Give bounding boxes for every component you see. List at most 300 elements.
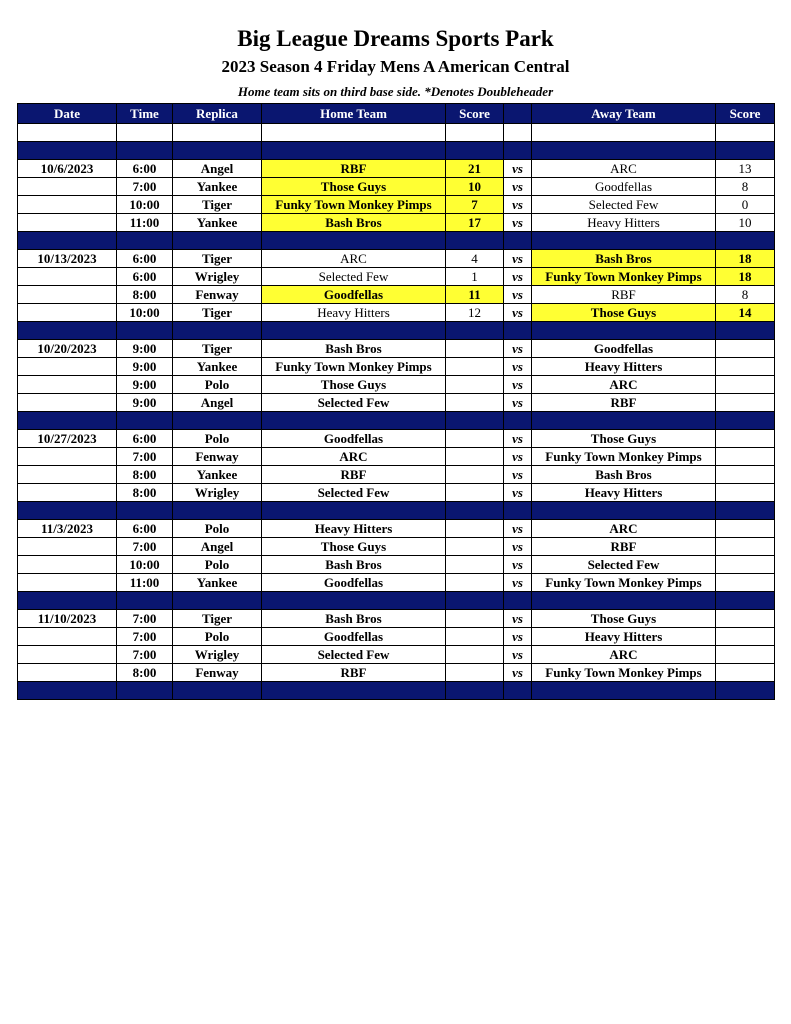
away-score xyxy=(716,466,775,484)
game-replica-field: Yankee xyxy=(173,574,262,592)
separator-cell xyxy=(18,142,117,160)
away-score: 13 xyxy=(716,160,775,178)
blank-cell xyxy=(262,124,446,142)
game-replica-field: Polo xyxy=(173,628,262,646)
game-time: 11:00 xyxy=(117,214,173,232)
game-time: 10:00 xyxy=(117,304,173,322)
game-replica-field: Yankee xyxy=(173,466,262,484)
home-score xyxy=(446,520,504,538)
vs-label: vs xyxy=(504,160,532,178)
col-header-vs xyxy=(504,104,532,124)
week-separator-row xyxy=(18,142,775,160)
away-team: RBF xyxy=(532,286,716,304)
game-date xyxy=(18,484,117,502)
home-team: Bash Bros xyxy=(262,610,446,628)
game-date xyxy=(18,394,117,412)
game-replica-field: Polo xyxy=(173,376,262,394)
week-separator-row xyxy=(18,232,775,250)
home-team: Funky Town Monkey Pimps xyxy=(262,358,446,376)
game-date xyxy=(18,358,117,376)
home-score xyxy=(446,376,504,394)
separator-cell xyxy=(173,412,262,430)
away-team: ARC xyxy=(532,376,716,394)
game-replica-field: Wrigley xyxy=(173,484,262,502)
away-score xyxy=(716,646,775,664)
schedule-table xyxy=(17,103,775,700)
separator-cell xyxy=(173,322,262,340)
away-team: Funky Town Monkey Pimps xyxy=(532,268,716,286)
game-time: 6:00 xyxy=(117,160,173,178)
separator-cell xyxy=(173,232,262,250)
separator-cell xyxy=(446,502,504,520)
separator-cell xyxy=(446,322,504,340)
home-score: 17 xyxy=(446,214,504,232)
away-team: Heavy Hitters xyxy=(532,358,716,376)
game-date xyxy=(18,286,117,304)
game-replica-field: Fenway xyxy=(173,664,262,682)
home-score xyxy=(446,430,504,448)
away-team: Funky Town Monkey Pimps xyxy=(532,574,716,592)
game-replica-field: Angel xyxy=(173,394,262,412)
home-team: RBF xyxy=(262,160,446,178)
game-time: 10:00 xyxy=(117,196,173,214)
separator-cell xyxy=(532,412,716,430)
home-team: Bash Bros xyxy=(262,214,446,232)
away-score xyxy=(716,664,775,682)
week-separator-row xyxy=(18,322,775,340)
week-separator-row xyxy=(18,682,775,700)
vs-label: vs xyxy=(504,574,532,592)
game-replica-field: Tiger xyxy=(173,196,262,214)
col-header-home-score: Score xyxy=(446,104,504,124)
game-replica-field: Polo xyxy=(173,556,262,574)
game-time: 9:00 xyxy=(117,340,173,358)
game-date xyxy=(18,664,117,682)
home-team: Goodfellas xyxy=(262,286,446,304)
home-score xyxy=(446,664,504,682)
home-team: RBF xyxy=(262,466,446,484)
separator-cell xyxy=(532,232,716,250)
game-replica-field: Tiger xyxy=(173,340,262,358)
home-team: Selected Few xyxy=(262,646,446,664)
game-time: 6:00 xyxy=(117,250,173,268)
game-row xyxy=(18,556,775,574)
week-separator-row xyxy=(18,502,775,520)
vs-label: vs xyxy=(504,196,532,214)
col-header-home-team: Home Team xyxy=(262,104,446,124)
game-row xyxy=(18,466,775,484)
away-team: Heavy Hitters xyxy=(532,628,716,646)
game-date xyxy=(18,538,117,556)
game-date xyxy=(18,304,117,322)
game-time: 9:00 xyxy=(117,358,173,376)
home-score: 7 xyxy=(446,196,504,214)
home-score xyxy=(446,538,504,556)
col-header-away-score: Score xyxy=(716,104,775,124)
game-date xyxy=(18,376,117,394)
away-score xyxy=(716,484,775,502)
separator-cell xyxy=(504,232,532,250)
game-row xyxy=(18,340,775,358)
separator-cell xyxy=(18,412,117,430)
separator-cell xyxy=(504,682,532,700)
vs-label: vs xyxy=(504,358,532,376)
separator-cell xyxy=(262,682,446,700)
separator-cell xyxy=(262,592,446,610)
separator-cell xyxy=(504,412,532,430)
game-date xyxy=(18,196,117,214)
game-date xyxy=(18,448,117,466)
away-score xyxy=(716,574,775,592)
vs-label: vs xyxy=(504,628,532,646)
game-replica-field: Fenway xyxy=(173,448,262,466)
vs-label: vs xyxy=(504,376,532,394)
game-replica-field: Fenway xyxy=(173,286,262,304)
vs-label: vs xyxy=(504,466,532,484)
away-score xyxy=(716,394,775,412)
game-time: 8:00 xyxy=(117,484,173,502)
game-row xyxy=(18,664,775,682)
away-team: RBF xyxy=(532,394,716,412)
game-row xyxy=(18,574,775,592)
game-time: 7:00 xyxy=(117,646,173,664)
header-row xyxy=(18,104,775,124)
game-date xyxy=(18,268,117,286)
game-replica-field: Yankee xyxy=(173,358,262,376)
home-team: Goodfellas xyxy=(262,628,446,646)
game-date: 10/27/2023 xyxy=(18,430,117,448)
game-replica-field: Tiger xyxy=(173,610,262,628)
home-team: Selected Few xyxy=(262,484,446,502)
separator-cell xyxy=(532,322,716,340)
col-header-away-team: Away Team xyxy=(532,104,716,124)
page-title: Big League Dreams Sports Park xyxy=(237,26,554,51)
game-date: 10/20/2023 xyxy=(18,340,117,358)
separator-cell xyxy=(532,592,716,610)
game-date: 10/6/2023 xyxy=(18,160,117,178)
vs-label: vs xyxy=(504,610,532,628)
away-team: Selected Few xyxy=(532,556,716,574)
game-time: 8:00 xyxy=(117,466,173,484)
game-row xyxy=(18,358,775,376)
away-score xyxy=(716,430,775,448)
away-score: 14 xyxy=(716,304,775,322)
game-replica-field: Yankee xyxy=(173,178,262,196)
home-team: ARC xyxy=(262,250,446,268)
separator-cell xyxy=(504,502,532,520)
game-row xyxy=(18,214,775,232)
game-time: 10:00 xyxy=(117,556,173,574)
game-row xyxy=(18,394,775,412)
home-score xyxy=(446,448,504,466)
game-replica-field: Angel xyxy=(173,160,262,178)
away-team: ARC xyxy=(532,646,716,664)
away-score: 8 xyxy=(716,178,775,196)
game-date: 11/3/2023 xyxy=(18,520,117,538)
blank-row xyxy=(18,124,775,142)
separator-cell xyxy=(716,682,775,700)
away-score xyxy=(716,628,775,646)
home-team: ARC xyxy=(262,448,446,466)
separator-cell xyxy=(117,412,173,430)
game-replica-field: Tiger xyxy=(173,304,262,322)
separator-cell xyxy=(117,592,173,610)
game-date xyxy=(18,574,117,592)
game-replica-field: Tiger xyxy=(173,250,262,268)
away-score: 8 xyxy=(716,286,775,304)
separator-cell xyxy=(504,142,532,160)
separator-cell xyxy=(117,322,173,340)
vs-label: vs xyxy=(504,268,532,286)
game-date: 11/10/2023 xyxy=(18,610,117,628)
week-separator-row xyxy=(18,412,775,430)
game-row xyxy=(18,268,775,286)
separator-cell xyxy=(446,142,504,160)
separator-cell xyxy=(262,502,446,520)
game-date xyxy=(18,628,117,646)
separator-cell xyxy=(18,682,117,700)
separator-cell xyxy=(532,142,716,160)
separator-cell xyxy=(117,502,173,520)
away-score xyxy=(716,376,775,394)
separator-cell xyxy=(716,142,775,160)
game-replica-field: Polo xyxy=(173,520,262,538)
separator-cell xyxy=(262,322,446,340)
game-row xyxy=(18,178,775,196)
home-team: Selected Few xyxy=(262,268,446,286)
home-score xyxy=(446,394,504,412)
game-date xyxy=(18,214,117,232)
home-team: Those Guys xyxy=(262,178,446,196)
game-time: 6:00 xyxy=(117,268,173,286)
separator-cell xyxy=(532,502,716,520)
away-team: RBF xyxy=(532,538,716,556)
away-team: Funky Town Monkey Pimps xyxy=(532,448,716,466)
home-team: Bash Bros xyxy=(262,340,446,358)
vs-label: vs xyxy=(504,250,532,268)
separator-cell xyxy=(173,142,262,160)
away-score xyxy=(716,340,775,358)
game-time: 6:00 xyxy=(117,520,173,538)
game-row xyxy=(18,646,775,664)
game-row xyxy=(18,376,775,394)
blank-cell xyxy=(504,124,532,142)
game-row xyxy=(18,196,775,214)
game-row xyxy=(18,538,775,556)
separator-cell xyxy=(446,682,504,700)
game-date xyxy=(18,646,117,664)
separator-cell xyxy=(532,682,716,700)
game-row xyxy=(18,484,775,502)
game-time: 7:00 xyxy=(117,448,173,466)
home-score xyxy=(446,628,504,646)
home-team: Heavy Hitters xyxy=(262,520,446,538)
away-score: 0 xyxy=(716,196,775,214)
away-team: Those Guys xyxy=(532,430,716,448)
game-time: 7:00 xyxy=(117,610,173,628)
vs-label: vs xyxy=(504,520,532,538)
game-row xyxy=(18,610,775,628)
separator-cell xyxy=(117,682,173,700)
game-time: 8:00 xyxy=(117,286,173,304)
vs-label: vs xyxy=(504,340,532,358)
home-team: Selected Few xyxy=(262,394,446,412)
home-team: Those Guys xyxy=(262,376,446,394)
home-team: RBF xyxy=(262,664,446,682)
separator-cell xyxy=(716,592,775,610)
away-score: 18 xyxy=(716,250,775,268)
home-team: Goodfellas xyxy=(262,430,446,448)
away-team: Those Guys xyxy=(532,610,716,628)
separator-cell xyxy=(716,322,775,340)
game-time: 7:00 xyxy=(117,178,173,196)
separator-cell xyxy=(716,502,775,520)
game-row xyxy=(18,520,775,538)
away-score xyxy=(716,520,775,538)
game-time: 9:00 xyxy=(117,376,173,394)
schedule-body xyxy=(18,124,775,700)
blank-cell xyxy=(532,124,716,142)
vs-label: vs xyxy=(504,304,532,322)
game-time: 6:00 xyxy=(117,430,173,448)
separator-cell xyxy=(173,592,262,610)
home-team: Those Guys xyxy=(262,538,446,556)
home-score: 1 xyxy=(446,268,504,286)
blank-cell xyxy=(18,124,117,142)
separator-cell xyxy=(446,412,504,430)
home-score: 11 xyxy=(446,286,504,304)
home-score xyxy=(446,646,504,664)
home-score: 12 xyxy=(446,304,504,322)
game-replica-field: Polo xyxy=(173,430,262,448)
away-team: Heavy Hitters xyxy=(532,214,716,232)
away-team: Funky Town Monkey Pimps xyxy=(532,664,716,682)
game-time: 11:00 xyxy=(117,574,173,592)
col-header-replica: Replica xyxy=(173,104,262,124)
game-date xyxy=(18,556,117,574)
away-team: ARC xyxy=(532,520,716,538)
vs-label: vs xyxy=(504,430,532,448)
game-row xyxy=(18,160,775,178)
game-row xyxy=(18,286,775,304)
separator-cell xyxy=(117,232,173,250)
home-score xyxy=(446,610,504,628)
home-team: Bash Bros xyxy=(262,556,446,574)
vs-label: vs xyxy=(504,664,532,682)
vs-label: vs xyxy=(504,646,532,664)
blank-cell xyxy=(716,124,775,142)
home-score xyxy=(446,466,504,484)
col-header-time: Time xyxy=(117,104,173,124)
away-score xyxy=(716,556,775,574)
game-time: 7:00 xyxy=(117,538,173,556)
game-replica-field: Yankee xyxy=(173,214,262,232)
vs-label: vs xyxy=(504,394,532,412)
separator-cell xyxy=(173,502,262,520)
away-score: 10 xyxy=(716,214,775,232)
separator-cell xyxy=(504,322,532,340)
game-date: 10/13/2023 xyxy=(18,250,117,268)
game-replica-field: Wrigley xyxy=(173,646,262,664)
home-score xyxy=(446,358,504,376)
schedule-note: Home team sits on third base side. *Denotes Doubleheader xyxy=(237,84,554,99)
vs-label: vs xyxy=(504,484,532,502)
game-row xyxy=(18,430,775,448)
game-row xyxy=(18,304,775,322)
away-score: 18 xyxy=(716,268,775,286)
vs-label: vs xyxy=(504,538,532,556)
home-team: Heavy Hitters xyxy=(262,304,446,322)
home-score xyxy=(446,484,504,502)
away-team: Bash Bros xyxy=(532,466,716,484)
game-row xyxy=(18,250,775,268)
game-time: 9:00 xyxy=(117,394,173,412)
home-score xyxy=(446,340,504,358)
away-team: Selected Few xyxy=(532,196,716,214)
away-score xyxy=(716,538,775,556)
vs-label: vs xyxy=(504,214,532,232)
away-team: Those Guys xyxy=(532,304,716,322)
page-subtitle: 2023 Season 4 Friday Mens A American Central xyxy=(221,57,570,76)
separator-cell xyxy=(18,592,117,610)
game-date xyxy=(18,178,117,196)
vs-label: vs xyxy=(504,178,532,196)
home-score: 21 xyxy=(446,160,504,178)
game-time: 7:00 xyxy=(117,628,173,646)
separator-cell xyxy=(262,232,446,250)
blank-cell xyxy=(446,124,504,142)
away-team: Bash Bros xyxy=(532,250,716,268)
game-row xyxy=(18,628,775,646)
game-row xyxy=(18,448,775,466)
col-header-date: Date xyxy=(18,104,117,124)
away-team: Heavy Hitters xyxy=(532,484,716,502)
away-team: Goodfellas xyxy=(532,340,716,358)
week-separator-row xyxy=(18,592,775,610)
game-replica-field: Wrigley xyxy=(173,268,262,286)
blank-cell xyxy=(173,124,262,142)
separator-cell xyxy=(504,592,532,610)
separator-cell xyxy=(18,232,117,250)
separator-cell xyxy=(446,592,504,610)
vs-label: vs xyxy=(504,448,532,466)
separator-cell xyxy=(18,502,117,520)
game-time: 8:00 xyxy=(117,664,173,682)
separator-cell xyxy=(716,232,775,250)
away-team: ARC xyxy=(532,160,716,178)
home-score xyxy=(446,574,504,592)
home-team: Funky Town Monkey Pimps xyxy=(262,196,446,214)
away-score xyxy=(716,610,775,628)
separator-cell xyxy=(446,232,504,250)
separator-cell xyxy=(262,142,446,160)
separator-cell xyxy=(173,682,262,700)
game-date xyxy=(18,466,117,484)
away-team: Goodfellas xyxy=(532,178,716,196)
away-score xyxy=(716,448,775,466)
vs-label: vs xyxy=(504,286,532,304)
blank-cell xyxy=(117,124,173,142)
separator-cell xyxy=(117,142,173,160)
separator-cell xyxy=(716,412,775,430)
separator-cell xyxy=(262,412,446,430)
home-score: 10 xyxy=(446,178,504,196)
vs-label: vs xyxy=(504,556,532,574)
home-score xyxy=(446,556,504,574)
away-score xyxy=(716,358,775,376)
game-replica-field: Angel xyxy=(173,538,262,556)
home-team: Goodfellas xyxy=(262,574,446,592)
